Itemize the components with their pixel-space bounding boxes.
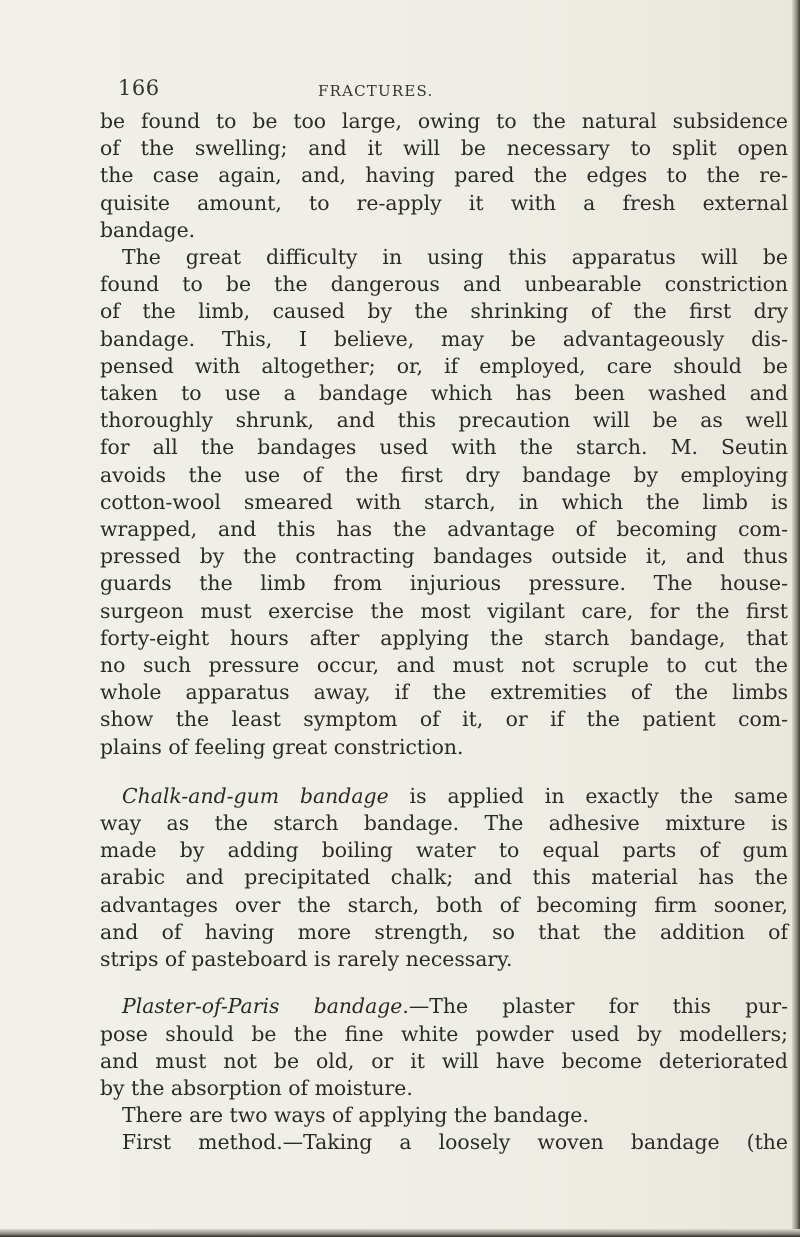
- text-line: by the absorption of moisture.: [100, 1075, 413, 1100]
- text-line: bandage. This, I believe, may be advantageously dis-: [100, 326, 788, 351]
- paragraph-difficulty: [100, 244, 788, 761]
- text-line: forty-eight hours after applying the starch bandage, that: [100, 625, 788, 650]
- body-text: [100, 108, 788, 1157]
- paragraph-first-method: [100, 1129, 788, 1156]
- text-line: There are two ways of applying the bandage.: [122, 1103, 589, 1128]
- paragraph-two-ways: [100, 1102, 788, 1129]
- text-line: Chalk-and-gum bandage is applied in exactly the same: [122, 783, 788, 808]
- text-line: of the limb, caused by the shrinking of the first dry: [100, 299, 788, 324]
- page-edge-shadow-bottom: [0, 1229, 800, 1237]
- section-lead-italic: Chalk-and-gum bandage: [122, 783, 389, 808]
- text-line: taken to use a bandage which has been washed and: [100, 381, 788, 406]
- text-line: whole apparatus away, if the extremities of the limbs: [100, 680, 788, 705]
- text-line: thoroughly shrunk, and this precaution will be as well: [100, 408, 788, 433]
- text-line: found to be the dangerous and unbearable constriction: [100, 272, 788, 297]
- text-line: bandage.: [100, 217, 196, 242]
- text-line: pose should be the fine white powder used by modellers;: [100, 1021, 788, 1046]
- text-line: show the least symptom of it, or if the patient com-: [100, 707, 788, 732]
- text-line: plains of feeling great constriction.: [100, 734, 464, 759]
- section-lead-italic: Plaster-of-Paris bandage.: [122, 994, 409, 1019]
- text-line: strips of pasteboard is rarely necessary.: [100, 947, 513, 972]
- page-header: [118, 76, 758, 106]
- text-line: of the swelling; and it will be necessary to split open: [100, 136, 788, 161]
- text-line: avoids the use of the first dry bandage by employing: [100, 462, 788, 487]
- text-line: Plaster-of-Paris bandage.—The plaster for this pur-: [122, 994, 788, 1019]
- text-line: First method.—Taking a loosely woven bandage (the: [122, 1130, 788, 1155]
- text-line: advantages over the starch, both of becoming firm sooner,: [100, 892, 788, 917]
- text-line: made by adding boiling water to equal parts of gum: [100, 838, 788, 863]
- running-head: FRACTURES.: [318, 82, 434, 100]
- paragraph-plaster-of-paris: [100, 993, 788, 1102]
- text-line: wrapped, and this has the advantage of becoming com-: [100, 517, 788, 542]
- text-line: and must not be old, or it will have become deteriorated: [100, 1048, 788, 1073]
- paragraph-gap: [100, 761, 788, 783]
- paragraph-continuation: [100, 108, 788, 244]
- text-line: be found to be too large, owing to the natural subsidence: [100, 109, 788, 133]
- text-line: quisite amount, to re-apply it with a fresh external: [100, 190, 788, 215]
- text-line: way as the starch bandage. The adhesive mixture is: [100, 811, 788, 836]
- paragraph-gap: [100, 973, 788, 993]
- text-line: The great difficulty in using this apparatus will be: [122, 245, 788, 270]
- text-line: guards the limb from injurious pressure. The house-: [100, 571, 788, 596]
- page-edge-shadow-right: [792, 0, 800, 1237]
- page-number: 166: [118, 76, 160, 100]
- text-line: arabic and precipitated chalk; and this material has the: [100, 865, 788, 890]
- text-line: pensed with altogether; or, if employed, care should be: [100, 353, 788, 378]
- text-line: cotton-wool smeared with starch, in which the limb is: [100, 489, 788, 514]
- text-line: pressed by the contracting bandages outside it, and thus: [100, 544, 788, 569]
- paragraph-chalk-and-gum: [100, 783, 788, 973]
- text-line: and of having more strength, so that the addition of: [100, 919, 788, 944]
- text-line: surgeon must exercise the most vigilant care, for the first: [100, 598, 788, 623]
- text-line: for all the bandages used with the starch. M. Seutin: [100, 435, 788, 460]
- text-line: the case again, and, having pared the edges to the re-: [100, 163, 788, 188]
- text-line: no such pressure occur, and must not scruple to cut the: [100, 653, 788, 678]
